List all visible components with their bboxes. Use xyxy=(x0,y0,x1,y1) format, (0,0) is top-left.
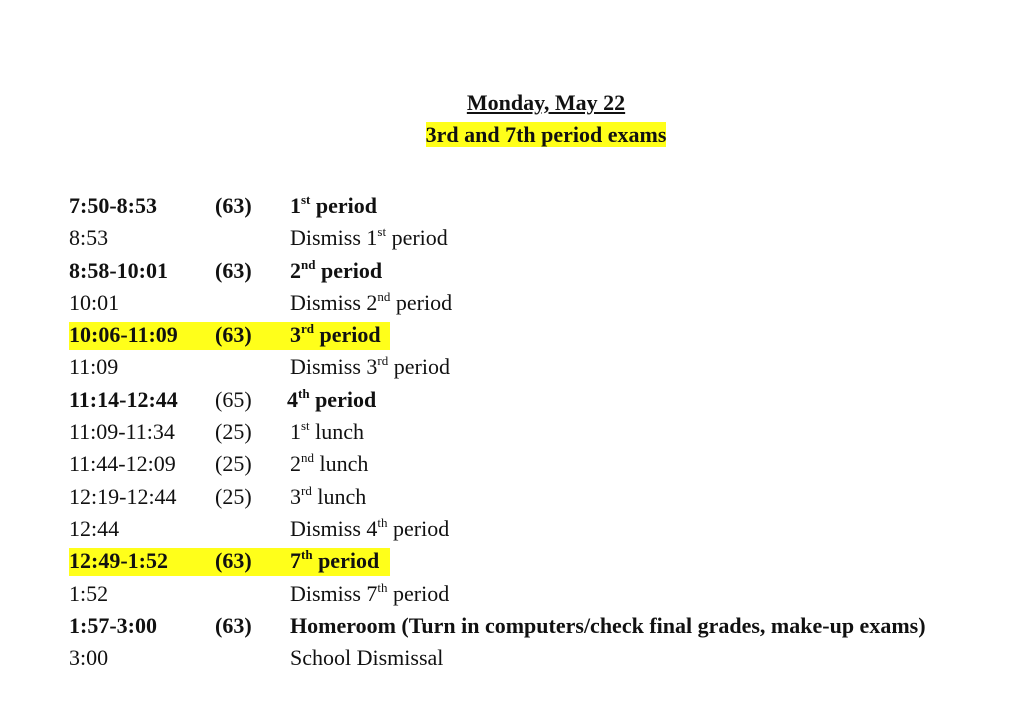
schedule-label-text: Dismiss 1 xyxy=(290,225,378,251)
page-subtitle xyxy=(0,121,1028,149)
schedule-time: 11:14-12:44 xyxy=(69,386,178,412)
schedule-time: 10:06-11:09 xyxy=(69,322,178,348)
schedule-time: 12:49-1:52 xyxy=(69,548,168,574)
schedule-label-ordinal: rd xyxy=(377,353,389,369)
schedule-label-ordinal: st xyxy=(377,224,387,240)
page-title xyxy=(0,89,1028,117)
schedule-label-text: 7 xyxy=(290,548,301,574)
schedule-time: 11:44-12:09 xyxy=(69,451,176,477)
schedule-label-ordinal: th xyxy=(377,514,388,530)
schedule-label-text: Dismiss 7 xyxy=(290,580,378,606)
schedule-label-text: Dismiss 3 xyxy=(290,354,378,380)
schedule-duration: (63) xyxy=(215,193,252,218)
schedule-label-ordinal: nd xyxy=(301,450,314,466)
schedule-label-suffix: period xyxy=(310,193,378,218)
schedule-label xyxy=(290,417,364,447)
schedule-label-text: Dismiss 2 xyxy=(290,289,378,315)
schedule-time: 3:00 xyxy=(69,645,109,671)
schedule-time: 1:57-3:00 xyxy=(69,612,157,638)
schedule-label-ordinal: th xyxy=(377,579,388,595)
schedule-time: 11:09 xyxy=(69,354,119,380)
schedule-label-text: 3 xyxy=(290,322,301,348)
schedule-label-text: 1 xyxy=(290,193,301,218)
schedule-label-suffix: period xyxy=(312,548,380,574)
schedule-label xyxy=(290,611,926,641)
schedule-label-suffix: lunch xyxy=(311,483,367,509)
schedule-label-suffix: period xyxy=(390,289,453,315)
schedule-duration: (63) xyxy=(215,257,252,283)
schedule-label xyxy=(290,546,379,576)
schedule-label-text: 1 xyxy=(290,419,301,445)
schedule-label-text: Homeroom (Turn in computers/check final grades, make-up exams) xyxy=(290,612,926,638)
page-title-text: Monday, May 22 xyxy=(466,90,626,115)
schedule-label xyxy=(290,579,449,609)
schedule-label xyxy=(290,514,449,544)
schedule-label-suffix: lunch xyxy=(309,419,365,445)
schedule-time: 12:44 xyxy=(69,515,120,541)
schedule-label-text: Dismiss 4 xyxy=(290,515,378,541)
schedule-label-ordinal: nd xyxy=(377,288,391,304)
schedule-label-ordinal: rd xyxy=(301,482,312,498)
schedule-label-ordinal: st xyxy=(301,192,311,207)
schedule-label xyxy=(290,191,377,221)
schedule-duration: (63) xyxy=(215,322,252,348)
schedule-time: 11:09-11:34 xyxy=(69,419,175,445)
schedule-label-ordinal: th xyxy=(298,385,310,401)
schedule-label-suffix: period xyxy=(387,515,450,541)
schedule-label xyxy=(290,449,368,479)
schedule-label xyxy=(287,385,376,415)
schedule-label-ordinal: rd xyxy=(301,321,314,337)
schedule-label-suffix: period xyxy=(314,322,381,348)
schedule-label-suffix: lunch xyxy=(314,451,369,477)
schedule-label-suffix: period xyxy=(315,257,383,283)
schedule-label xyxy=(290,223,448,253)
schedule-duration: (25) xyxy=(215,419,252,445)
schedule-label-text: 4 xyxy=(287,386,298,412)
schedule-label xyxy=(290,256,382,286)
schedule-label-ordinal: st xyxy=(301,418,310,434)
schedule-label-suffix: period xyxy=(388,354,450,380)
schedule-duration: (65) xyxy=(215,386,252,412)
schedule-label-text: 2 xyxy=(290,451,301,477)
schedule-label-suffix: period xyxy=(386,225,448,251)
schedule-time: 8:53 xyxy=(69,225,109,251)
schedule-duration: (63) xyxy=(215,612,252,638)
schedule-label xyxy=(290,482,366,512)
schedule-label xyxy=(290,352,450,382)
schedule-label-text: School Dismissal xyxy=(290,645,444,671)
schedule-label-ordinal: th xyxy=(301,547,313,563)
schedule-label-suffix: period xyxy=(309,386,377,412)
schedule-label xyxy=(290,288,452,318)
schedule-label-suffix: period xyxy=(387,580,450,606)
schedule-duration: (25) xyxy=(215,483,252,509)
schedule-duration: (25) xyxy=(215,451,252,477)
schedule-label-ordinal: nd xyxy=(301,256,316,272)
schedule-time: 12:19-12:44 xyxy=(69,483,177,509)
schedule-label xyxy=(290,643,443,673)
schedule-label xyxy=(290,320,381,350)
schedule-time: 10:01 xyxy=(69,289,120,315)
schedule-label-text: 2 xyxy=(290,257,301,283)
schedule-time: 1:52 xyxy=(69,580,109,606)
schedule-duration: (63) xyxy=(215,548,252,574)
page-subtitle-text: 3rd and 7th period exams xyxy=(425,122,667,147)
schedule-label-text: 3 xyxy=(290,483,301,509)
schedule-time: 7:50-8:53 xyxy=(69,193,157,218)
schedule-time: 8:58-10:01 xyxy=(69,257,168,283)
